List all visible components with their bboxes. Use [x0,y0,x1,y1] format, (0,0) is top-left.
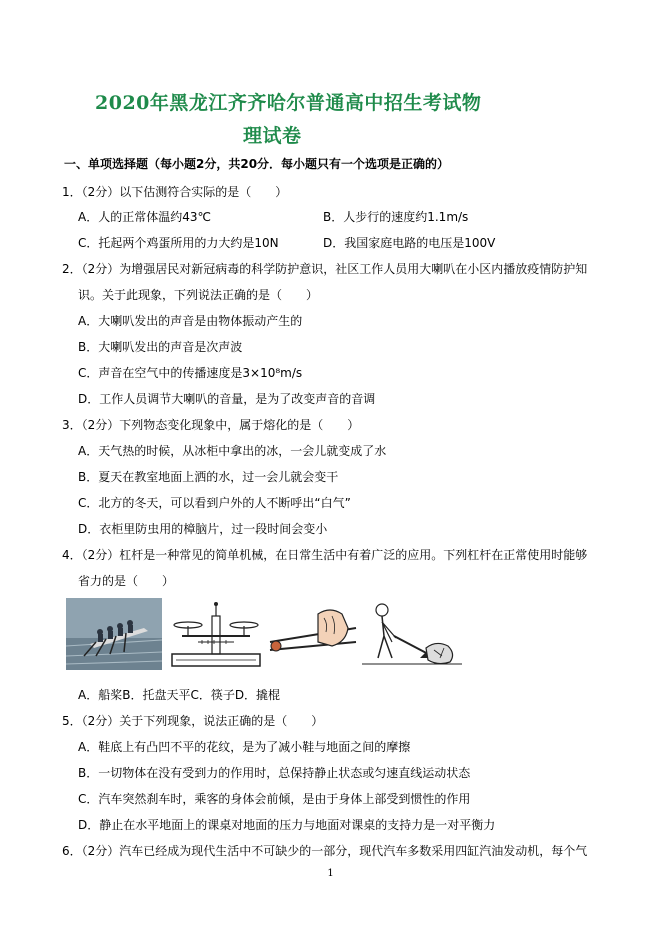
q3-option-c: C．北方的冬天，可以看到户外的人不断呼出“白气” [78,496,351,510]
q1-option-b: B．人步行的速度约1.1m/s [323,210,469,224]
rowing-boat-photo [66,598,162,670]
chopsticks-drawing [268,598,358,670]
q1-option-a: A．人的正常体温约43℃ [78,210,211,224]
q5-option-a: A．鞋底上有凸凹不平的花纹，是为了减小鞋与地面之间的摩擦 [78,740,411,754]
tray-balance-drawing [168,598,264,670]
q5-option-c: C．汽车突然刹车时，乘客的身体会前倾，是由于身体上部受到惯性的作用 [78,792,471,806]
q6-stem: 6．（2分）汽车已经成为现代生活中不可缺少的一部分，现代汽车多数采用四缸汽油发动机，每个气 [62,844,588,858]
q5-stem: 5．（2分）关于下列现象，说法正确的是（ ） [62,714,324,728]
q5-option-b: B．一切物体在没有受到力的作用时，总保持静止状态或匀速直线运动状态 [78,766,471,780]
q2-option-a: A．大喇叭发出的声音是由物体振动产生的 [78,314,303,328]
page-number: 1 [327,868,334,879]
q3-option-b: B．夏天在教室地面上洒的水，过一会儿就会变干 [78,470,339,484]
q4-stem-line2: 省力的是（ ） [78,574,175,588]
q4-options: A．船桨B．托盘天平C．筷子D．撬棍 [78,688,281,702]
q5-option-d: D．静止在水平地面上的课桌对地面的压力与地面对课桌的支持力是一对平衡力 [78,818,496,832]
q2-option-d: D．工作人员调节大喇叭的音量，是为了改变声音的音调 [78,392,376,406]
q1-option-c: C．托起两个鸡蛋所用的力大约是10N [78,236,279,250]
q2-stem-line1: 2．（2分）为增强居民对新冠病毒的科学防护意识，社区工作人员用大喇叭在小区内播放疫情防护知 [62,262,588,276]
q1-option-d: D．我国家庭电路的电压是100V [323,236,496,250]
q1-stem: 1．（2分）以下估测符合实际的是（ ） [62,185,288,199]
q3-option-d: D．衣柜里防虫用的樟脑片，过一段时间会变小 [78,522,328,536]
section-heading: 一、单项选择题（每小题2分，共20分．每小题只有一个选项是正确的） [64,157,450,171]
q3-option-a: A．天气热的时候，从冰柜中拿出的冰，一会儿就变成了水 [78,444,387,458]
q4-stem-line1: 4．（2分）杠杆是一种常见的简单机械，在日常生活中有着广泛的应用。下列杠杆在正常使用时能够 [62,548,588,562]
crowbar-worker-drawing [362,598,462,670]
q2-option-c: C．声音在空气中的传播速度是3×10⁸m/s [78,366,303,380]
q2-option-b: B．大喇叭发出的声音是次声波 [78,340,243,354]
exam-title-line2: 理试卷 [243,125,302,147]
q2-stem-line2: 识。关于此现象，下列说法正确的是（ ） [78,288,319,302]
q3-stem: 3．（2分）下列物态变化现象中，属于熔化的是（ ） [62,418,360,432]
exam-title-line1: 2020年黑龙江齐齐哈尔普通高中招生考试物 [95,92,482,114]
